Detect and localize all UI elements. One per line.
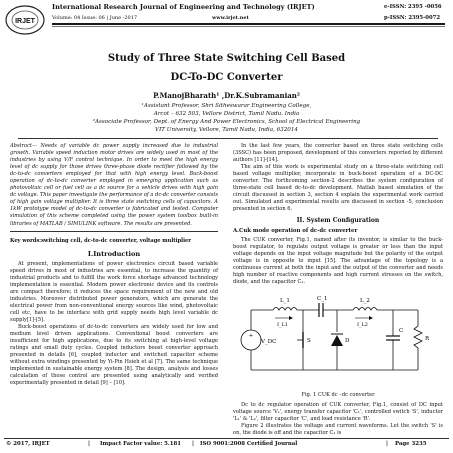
body-paragraph-2: The aim of this work is experimental study on a three-state switching cell based voltage multiplier, incorporate in buck-boost operation of a DC-DC converter. The forthcoming section-2 describes the system configuration of three-state cell based dc-to-dc development. Matlab based simulation of the circuit discussed in section 3, section 4 explain the experimental work carried out. Simulated and experimental results are discussed in section -5, conclusion presented in section 6.: [233, 164, 443, 213]
diode-symbol: [331, 335, 343, 346]
label-l2: L_2: [360, 297, 370, 304]
body-paragraph-5: Figure 2 illustrates the voltage and current waveforms. Let the switch 'S' is on, the diode is off and the capacitor C₁ is: [233, 423, 443, 437]
affiliation-1: ¹Assistant Professor, Shri Sitheswarar Engineering College,: [141, 103, 312, 109]
footer-separator: |: [192, 441, 194, 447]
section-heading-system-configuration: II. System Configuration: [296, 217, 380, 225]
label-c1: C_1: [317, 295, 328, 302]
inductor-l2-symbol: [353, 307, 377, 310]
affiliation-3: ²Associate Professor, Dept. of Energy And Power Electronics, School of Electrical Engineering: [92, 119, 361, 125]
label-s: S: [307, 337, 311, 344]
footer-iso: ISO 9001:2008 Certified Journal: [200, 441, 298, 447]
footer-impact-factor: Impact Factor value: 5.181: [100, 441, 182, 447]
body-paragraph-4: Dc to dc regulator operation of CUK converter, Fig.1, consist of DC input voltage source 'Vₛ', energy transfer capacitor 'C₁', controlled switch 'S', inductor 'L₁' & 'L₂', filter capacitor 'C', and load resistance 'R'.: [233, 401, 443, 423]
footer-separator: |: [386, 441, 388, 447]
intro-paragraph-2: Buck-boost operations of dc-to-dc converters are widely used for low and medium level driven applications. Conventional boost converters are insufficient for high applications, due to its switching at high-level voltage ratings and small duty cycles. Coupled inductors boost converter approach presented in details [6], coupled inductor and switched capacitor scheme without extra windings presented by Yi-Pin Hsieh et al [7]. The same technique implemented in sustainable energy system [8]. The design, analysis and losses calculation of those control are presented using analytically and verified experimentally presented in detail [9] – [10].: [10, 324, 218, 387]
header-rule: [52, 23, 445, 25]
affiliation-2: Arcot – 632 503, Vellore District, Tamil Nadu. India: [153, 111, 300, 117]
svg-text:IRJET: IRJET: [15, 18, 35, 25]
body-paragraph-3: The CUK converter, Fig.1, named after its inventor, is similar to the buck-boost regulator, to regulate output voltage is greater or less than the input voltage depends on the input voltage magnitude but the polarity of the output voltage is in opposite to input [15]. The advantage of the topology is a continuous current at both the input and the output of the converter and needs high number of reactive components and high current stresses on the switch, diode, and the capacitor C₁.: [233, 236, 443, 285]
journal-url[interactable]: www.irjet.net: [212, 15, 249, 21]
label-il1: I_L1: [277, 321, 288, 328]
abstract: Abstract— Needs of variable dc power supply increased due to industrial growth. Variable speed induction motor drives are widely used in most of the industries by using V/F control technique. In order to meet the high energy level of dc supply for those drives three-phase diode rectifier followed by the dc-to-dc converters employed for that with high energy level. Buck-boost operation of dc-to-dc converter employed in emerging application such as photovoltaic cell or fuel cell as a dc source for a vehicle drives with high gain dc voltage. This paper investigate the performance of a dc-dc converter consists of high gain voltage multiplier. It is three state switching cells of capacitors. A 1kW prototype model of dc-to-dc converter is fabricated and tested. Computer simulation of this scheme completed using the power system toolbox built-in libraries of MATLAB / SIMULINK software. The results are presented.: [10, 143, 218, 227]
journal-name: International Research Journal of Engineering and Technology (IRJET): [52, 3, 315, 11]
cuk-converter-circuit-figure: [233, 288, 443, 388]
resistor-symbol: [414, 326, 422, 348]
keywords: Key words:switching cell, dc-to-dc converter, voltage multiplier: [10, 237, 191, 244]
label-c: C: [399, 327, 404, 334]
label-vdc: V_DC: [261, 338, 277, 345]
title-rule: [18, 138, 438, 139]
footer-copyright: © 2017, IRJET: [6, 441, 50, 447]
paper-title-line-1: Study of Three State Switching Cell Based: [107, 53, 346, 64]
authors: P.ManojBharath¹ ,Dr.K.Subramanian²: [153, 91, 300, 100]
label-d: D: [345, 337, 350, 344]
footer-separator: |: [88, 441, 90, 447]
paper-title-line-2: DC-To-DC Converter: [170, 72, 283, 83]
section-heading-introduction: I.Introduction: [87, 249, 141, 258]
right-column: [233, 143, 443, 437]
abstract-rule: [10, 231, 218, 232]
subsection-heading-cuk-mode: A.Cuk mode operation of dc-dc converter: [233, 227, 358, 234]
affiliation-4: VIT University, Vellore, Tamil Nadu, India, 632014: [155, 127, 298, 133]
label-r: R: [425, 335, 430, 342]
left-column: [10, 143, 218, 388]
inductor-l1-symbol: [273, 307, 297, 310]
p-issn: p-ISSN: 2395-0072: [384, 15, 441, 21]
label-l1: L_1: [280, 297, 290, 304]
svg-text:+: +: [248, 332, 254, 339]
e-issn: e-ISSN: 2395 -0056: [384, 4, 442, 10]
label-il2: I_L2: [357, 321, 368, 328]
irjet-logo: [4, 3, 46, 37]
footer-rule: [4, 438, 449, 439]
figure-caption: Fig. 1 CUK dc –dc converter: [301, 391, 375, 398]
journal-volume: Volume: 04 Issue: 06 | June -2017: [52, 15, 138, 21]
intro-paragraph-1: At present, implementations of power electronics circuit based variable speed drives in most of industries are essential, to increase the quantity of industrial products and to fulfill the work force shortage advanced technology implementation is essential. Modern power electronic device and its controls are compact therefore; it reduces the space requirement of the new and old industries. Moreover distributed power generators, which are generate the electrical power from non-conventional energy sources like wind, photovoltaic cell etc, have to be interface with grid supply needs high level variable dc supply[1]-[5].: [10, 260, 218, 324]
body-paragraph-1: In the last few years, the converter based on three state switching cells (3SSC) has been proposed, development of this converters reported by different authors [11]-[14].: [233, 143, 443, 164]
header-rule-thin: [52, 26, 445, 27]
footer-page-number: Page 3235: [395, 441, 427, 447]
